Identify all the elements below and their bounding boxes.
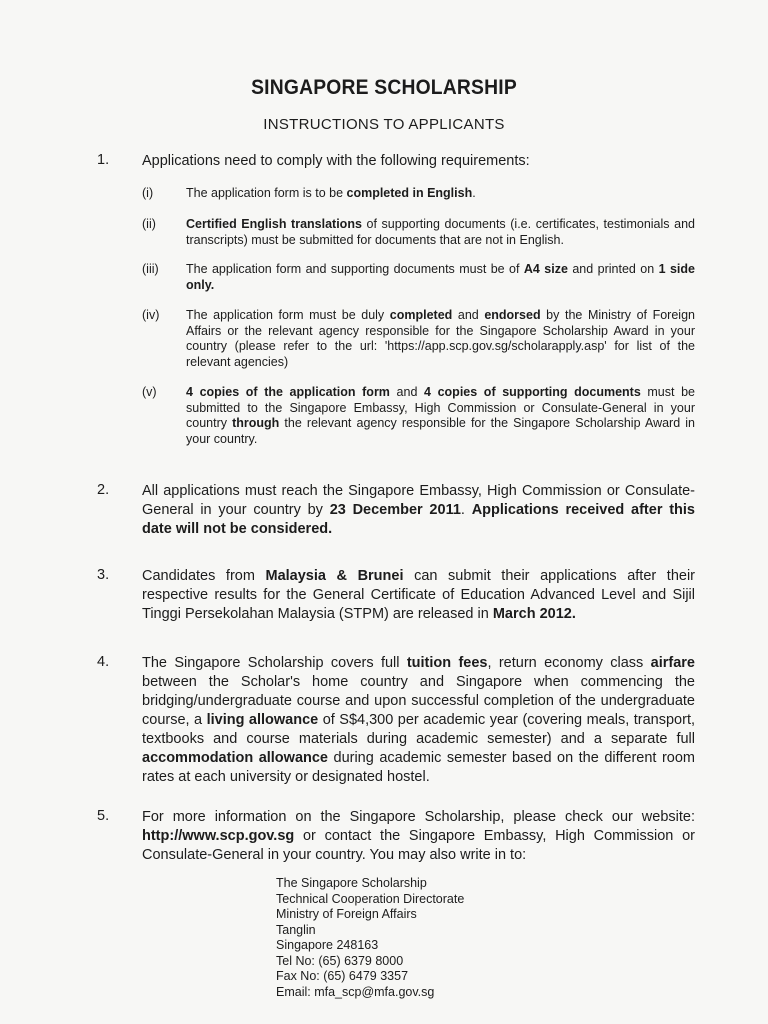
text-run: All applications must reach the Singapore Embassy, High Commission or Consulate-General in your country by bbox=[142, 483, 695, 518]
address-line: Ministry of Foreign Affairs bbox=[276, 907, 417, 921]
text-run: of supporting documents (i.e. certificates, testimonials and transcripts) must be submitted for documents that are not in English. bbox=[186, 217, 695, 247]
item-number: 5. bbox=[97, 808, 110, 824]
text-run: can submit their applications after their respective results for the General Certificate of Education Advanced Level and Sijil Tinggi Persekolahan Malaysia (STPM) are released in bbox=[142, 568, 695, 622]
bold-text: 4 copies of supporting documents bbox=[424, 385, 641, 399]
item-number: 4. bbox=[97, 654, 110, 670]
bold-text: 1 side only. bbox=[186, 262, 695, 292]
document-title: SINGAPORE SCHOLARSHIP bbox=[251, 76, 517, 99]
text-run: The Singapore Scholarship covers full bbox=[142, 655, 407, 671]
item-text bbox=[142, 808, 695, 865]
subitem-text bbox=[186, 308, 695, 370]
item-number: 1. bbox=[97, 152, 110, 168]
text-run: the relevant agency responsible for the Singapore Scholarship Award in your country. bbox=[186, 416, 696, 446]
item-text bbox=[142, 567, 695, 624]
subitem-text bbox=[186, 385, 695, 447]
bold-text: http://www.scp.gov.sg bbox=[142, 828, 295, 844]
subitem-number: (i) bbox=[142, 186, 154, 200]
text-run: The application form is to be bbox=[186, 186, 347, 200]
bold-text: tuition fees bbox=[406, 655, 488, 671]
subitem-number: (iv) bbox=[142, 308, 160, 322]
subitem-text bbox=[186, 217, 695, 248]
item-text bbox=[142, 482, 695, 539]
bold-text: Applications received after this date will not be considered. bbox=[142, 502, 695, 537]
item-number: 2. bbox=[97, 482, 110, 498]
text-run: The application form must be duly bbox=[186, 308, 390, 322]
bold-text: March 2012. bbox=[492, 606, 576, 622]
subitem-text bbox=[186, 186, 695, 202]
item-number: 3. bbox=[97, 567, 110, 583]
document-subtitle: INSTRUCTIONS TO APPLICANTS bbox=[263, 116, 505, 133]
text-run: . bbox=[472, 186, 476, 200]
text-run: and bbox=[389, 385, 425, 399]
text-run: or contact the Singapore Embassy, High Commission or Consulate-General in your country. You may also write in to: bbox=[142, 828, 695, 863]
item-text bbox=[142, 654, 695, 787]
address-line: Singapore 248163 bbox=[276, 938, 379, 952]
bold-text: accommodation allowance bbox=[142, 750, 328, 766]
address-line: Tel No: (65) 6379 8000 bbox=[276, 953, 404, 968]
address-line: Fax No: (65) 6479 3357 bbox=[276, 969, 409, 983]
text-run: . bbox=[460, 502, 472, 518]
subitem-number: (iii) bbox=[142, 262, 159, 276]
bold-text: completed bbox=[389, 308, 453, 322]
bold-text: 23 December 2011 bbox=[329, 502, 461, 518]
text-run: and bbox=[452, 308, 485, 322]
address-line: Email: mfa_scp@mfa.gov.sg bbox=[276, 984, 435, 999]
text-run: and printed on bbox=[567, 262, 659, 276]
text-run: The application form and supporting documents must be of bbox=[186, 262, 524, 276]
address-block bbox=[276, 876, 464, 1000]
bold-text: A4 size bbox=[523, 262, 568, 276]
text-run: by the Ministry of Foreign Affairs or the relevant agency responsible for the Singapore Scholarship Award in your country (please refer to the url: 'https://app.scp.gov.sg/scholarapply.asp' for list of the relevant agencies) bbox=[186, 308, 695, 369]
text-run: , return economy class bbox=[487, 655, 651, 671]
text-run: during academic semester based on the different room rates at each university or designated hostel. bbox=[142, 750, 695, 785]
text-run: between the Scholar's home country and Singapore when commencing the bridging/undergraduate course and upon successful completion of the undergraduate course, a bbox=[142, 674, 695, 728]
address-line: Technical Cooperation Directorate bbox=[276, 891, 465, 906]
bold-text: 4 copies of the application form bbox=[186, 385, 390, 399]
text-run: of S$4,300 per academic year (covering meals, transport, textbooks and course materials during academic semester) and a separate full bbox=[142, 712, 696, 747]
bold-text: living allowance bbox=[206, 712, 319, 728]
bold-text: Certified English translations bbox=[186, 217, 362, 231]
bold-text: endorsed bbox=[484, 308, 541, 322]
subitem-number: (v) bbox=[142, 385, 157, 399]
item-intro: Applications need to comply with the following requirements: bbox=[142, 153, 530, 169]
text-run: must be submitted to the Singapore Embassy, High Commission or Consulate-General in your country bbox=[186, 385, 695, 430]
subitem-text bbox=[186, 262, 695, 293]
bold-text: airfare bbox=[650, 655, 695, 671]
text-run: For more information on the Singapore Scholarship, please check our website: bbox=[142, 809, 695, 825]
subitem-number: (ii) bbox=[142, 217, 156, 231]
address-line: The Singapore Scholarship bbox=[276, 876, 427, 890]
bold-text: through bbox=[232, 416, 280, 430]
text-run: Candidates from bbox=[142, 568, 266, 584]
bold-text: Malaysia & Brunei bbox=[265, 568, 404, 584]
bold-text: completed in English bbox=[346, 186, 473, 200]
address-line: Tanglin bbox=[276, 922, 316, 937]
